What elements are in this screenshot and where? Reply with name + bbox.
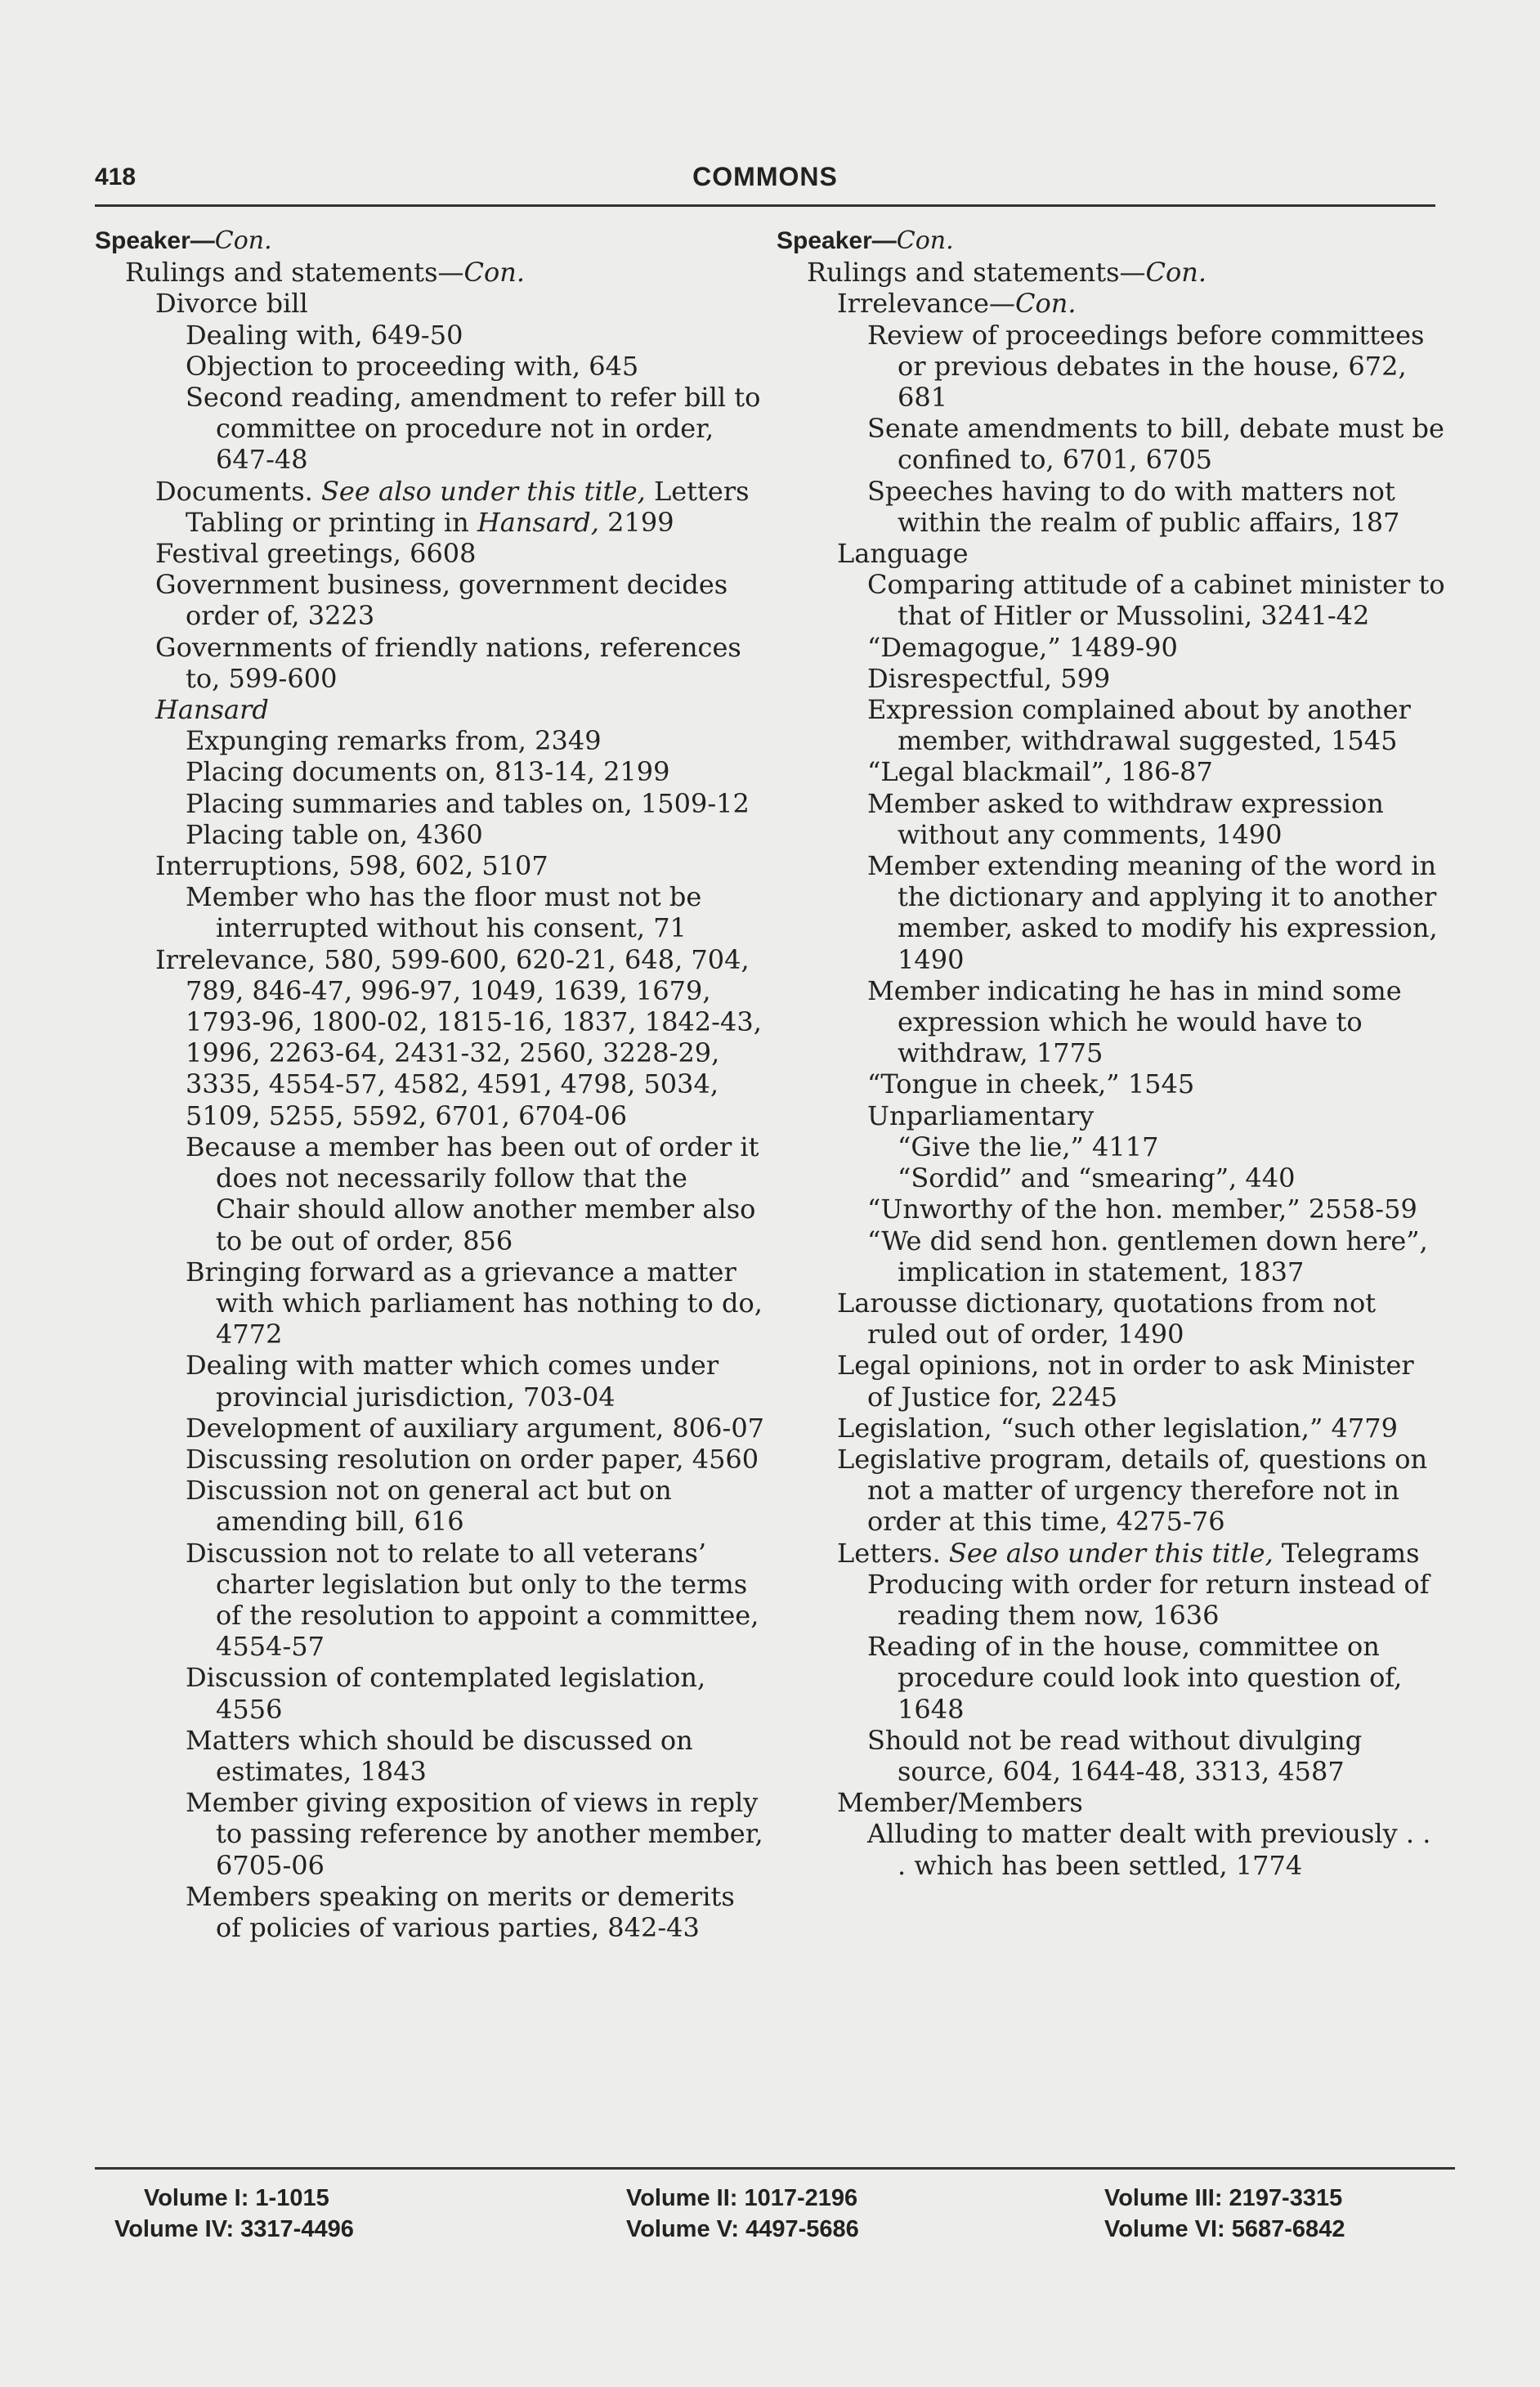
footer-column-1	[114, 2183, 354, 2245]
entry-text: Rulings and statements—	[807, 257, 1146, 289]
index-entry	[777, 1444, 1447, 1538]
entry-text: Irrelevance—	[837, 288, 1015, 320]
index-entry	[777, 257, 1447, 288]
index-entry	[95, 1475, 765, 1537]
entry-text: Dealing with matter which comes under provincial jurisdiction, 703-04	[186, 1350, 719, 1413]
entry-text: Member asked to withdraw expression without any comments, 1490	[867, 787, 1384, 850]
entry-text: Dealing with, 649-50	[186, 319, 463, 351]
index-entry	[777, 1288, 1447, 1350]
entry-text: Member indicating he has in mind some expression which he would have to withdraw, 1775	[867, 974, 1402, 1069]
index-entry	[95, 694, 765, 725]
index-entry	[95, 944, 765, 1131]
entry-text: Tabling or printing in	[186, 506, 477, 538]
italic-text: Con.	[214, 226, 272, 255]
entry-text: Members speaking on merits or demerits of policies of various parties, 842-43	[186, 1880, 735, 1943]
entry-text: Objection to proceeding with, 645	[186, 350, 639, 382]
index-entry	[95, 507, 765, 538]
index-entry	[777, 756, 1447, 787]
entry-text: Senate amendments to bill, debate must be confined to, 6701, 6705	[867, 413, 1444, 476]
index-entry	[95, 1413, 765, 1444]
entry-text: Letters.	[837, 1537, 949, 1569]
index-entry	[777, 1131, 1447, 1162]
page-header	[95, 160, 1435, 207]
index-entry	[777, 850, 1447, 975]
index-entry	[95, 1256, 765, 1350]
index-entry	[95, 1538, 765, 1663]
index-entry	[95, 569, 765, 631]
index-entry	[777, 1225, 1447, 1288]
entry-text: Discussion not to relate to all veterans’ charter legislation but only to the terms of the resolution to appoint a committee, 4554-57	[186, 1537, 759, 1663]
entry-text: Matters which should be discussed on estimates, 1843	[186, 1724, 693, 1787]
entry-text: 2199	[598, 506, 674, 538]
index-entry	[95, 881, 765, 943]
index-entry	[777, 1413, 1447, 1444]
index-heading	[95, 226, 765, 257]
entry-text: Should not be read without divulging source, 604, 1644-48, 3313, 4587	[867, 1724, 1363, 1787]
entry-text: Festival greetings, 6608	[155, 538, 477, 570]
italic-text: Hansard	[155, 694, 269, 726]
volume-range: Volume V: 4497-5686	[626, 2216, 859, 2242]
index-entry	[777, 1538, 1447, 1569]
entry-text: Review of proceedings before committees or previous debates in the house, 672, 681	[867, 319, 1425, 414]
entry-text: Discussion not on general act but on amending bill, 616	[186, 1475, 672, 1538]
entry-text: Member extending meaning of the word in the dictionary and applying it to another member, asked to modify his expression, 1490	[867, 850, 1438, 975]
entry-text: Producing with order for return instead of reading them now, 1636	[867, 1568, 1430, 1631]
entry-text: Speaker—	[777, 227, 897, 254]
index-entry	[777, 1162, 1447, 1194]
entry-text: Because a member has been out of order it does not necessarily follow that the Chair should allow another member also to be out of order, 856	[186, 1131, 759, 1256]
index-entry	[95, 1787, 765, 1881]
italic-text: Con.	[1014, 288, 1077, 320]
entry-text: Development of auxiliary argument, 806-07	[186, 1412, 765, 1444]
entry-text: “Legal blackmail”, 186-87	[867, 756, 1213, 788]
index-entry	[95, 756, 765, 787]
index-entry	[777, 1194, 1447, 1225]
running-title: COMMONS	[692, 162, 838, 191]
index-entry	[777, 320, 1447, 414]
index-entry	[777, 632, 1447, 663]
index-entry	[777, 1631, 1447, 1725]
index-entry	[777, 1100, 1447, 1131]
footer-rule	[95, 2167, 1455, 2170]
entry-text: Rulings and statements—	[125, 257, 464, 289]
entry-text: Unparliamentary	[867, 1099, 1095, 1131]
entry-text: Letters	[645, 475, 750, 507]
entry-text: Alluding to matter dealt with previously . . . which has been settled, 1774	[867, 1818, 1431, 1881]
index-entry	[777, 694, 1447, 756]
index-entry	[95, 1725, 765, 1787]
entry-text: Disrespectful, 599	[867, 662, 1111, 694]
index-entry	[95, 538, 765, 569]
index-entry	[777, 1787, 1447, 1818]
italic-text: Con.	[1145, 257, 1207, 289]
index-entry	[95, 320, 765, 351]
index-column-left	[95, 226, 765, 1943]
volume-range: Volume I: 1-1015	[144, 2185, 329, 2211]
entry-text: Placing documents on, 813-14, 2199	[186, 756, 670, 788]
entry-text: Placing summaries and tables on, 1509-12	[186, 787, 750, 819]
index-entry	[777, 663, 1447, 694]
volume-range: Volume IV: 3317-4496	[114, 2216, 354, 2242]
entry-text: Legislation, “such other legislation,” 4779	[837, 1412, 1398, 1444]
index-entry	[95, 1444, 765, 1475]
index-entry	[95, 257, 765, 288]
index-entry	[777, 476, 1447, 538]
entry-text: Discussing resolution on order paper, 4560	[186, 1443, 759, 1475]
index-entry	[95, 1131, 765, 1256]
entry-text: Second reading, amendment to refer bill to committee on procedure not in order, 647-48	[186, 382, 761, 476]
entry-text: “Demagogue,” 1489-90	[867, 631, 1178, 663]
volume-range: Volume III: 2197-3315	[1104, 2185, 1343, 2211]
entry-text: Member giving exposition of views in reply to passing reference by another member, 6705-06	[186, 1787, 763, 1881]
index-heading	[777, 226, 1447, 257]
entry-text: Comparing attitude of a cabinet minister to that of Hitler or Mussolini, 3241-42	[867, 569, 1445, 632]
entry-text: Telegrams	[1273, 1537, 1420, 1569]
index-entry	[95, 819, 765, 850]
volume-range: Volume II: 1017-2196	[626, 2185, 858, 2211]
index-entry	[777, 413, 1447, 475]
index-entry	[777, 538, 1447, 569]
index-entry	[777, 1569, 1447, 1631]
entry-text: “Sordid” and “smearing”, 440	[898, 1162, 1296, 1194]
index-entry	[95, 288, 765, 319]
entry-text: Discussion of contemplated legislation, 4556	[186, 1662, 706, 1725]
index-entry	[95, 1350, 765, 1412]
entry-text: Bringing forward as a grievance a matter with which parliament has nothing to do, 4772	[186, 1256, 763, 1350]
index-entry	[777, 1350, 1447, 1412]
entry-text: Expression complained about by another member, withdrawal suggested, 1545	[867, 694, 1411, 757]
italic-text: Con.	[896, 226, 954, 255]
index-entry	[777, 1068, 1447, 1099]
entry-text: Reading of in the house, committee on procedure could look into question of, 1648	[867, 1631, 1403, 1725]
entry-text: Interruptions, 598, 602, 5107	[155, 850, 548, 882]
index-column-right	[777, 226, 1447, 1881]
entry-text: Irrelevance, 580, 599-600, 620-21, 648, 704, 789, 846-47, 996-97, 1049, 1639, 1679, 1793-96, 1800-02, 1815-16, 1837, 1842-43, 1996, 2263-64, 2431-32, 2560, 3228-29, 3335, 4554-57, 4582, 4591, 4798, 5034, 5109, 5255, 5592, 6701, 6704-06	[155, 943, 762, 1131]
footer-column-3	[1104, 2183, 1345, 2245]
index-entry	[777, 788, 1447, 850]
italic-text: See also under this title,	[320, 475, 646, 507]
entry-text: “We did send hon. gentlemen down here”, implication in statement, 1837	[867, 1225, 1428, 1288]
entry-text: Speeches having to do with matters not within the realm of public affairs, 187	[867, 475, 1400, 538]
entry-text: Member who has the floor must not be interrupted without his consent, 71	[186, 881, 702, 944]
index-entry	[777, 288, 1447, 319]
index-entry	[777, 975, 1447, 1069]
entry-text: Placing table on, 4360	[186, 818, 483, 850]
entry-text: Government business, government decides order of, 3223	[155, 569, 728, 632]
volume-range: Volume VI: 5687-6842	[1104, 2216, 1345, 2242]
entry-text: Documents.	[155, 475, 321, 507]
italic-text: Con.	[463, 257, 526, 289]
index-entry	[95, 351, 765, 382]
entry-text: Larousse dictionary, quotations from not ruled out of order, 1490	[837, 1287, 1377, 1350]
entry-text: “Unworthy of the hon. member,” 2558-59	[867, 1194, 1417, 1225]
entry-text: Divorce bill	[155, 288, 308, 320]
entry-text: Member/Members	[837, 1787, 1083, 1819]
index-entry	[777, 1725, 1447, 1787]
entry-text: Speaker—	[95, 227, 215, 254]
page-number: 418	[95, 163, 137, 190]
entry-text: Legal opinions, not in order to ask Minister of Justice for, 2245	[837, 1350, 1414, 1413]
index-entry	[95, 382, 765, 476]
index-entry	[95, 1881, 765, 1943]
index-entry	[777, 1818, 1447, 1880]
index-entry	[95, 788, 765, 819]
italic-text: Hansard,	[477, 506, 599, 538]
entry-text: Expunging remarks from, 2349	[186, 725, 602, 757]
index-entry	[95, 632, 765, 694]
entry-text: “Give the lie,” 4117	[898, 1131, 1159, 1162]
italic-text: See also under this title,	[948, 1537, 1274, 1569]
index-entry	[95, 850, 765, 881]
index-entry	[95, 1662, 765, 1724]
entry-text: Governments of friendly nations, references to, 599-600	[155, 631, 741, 694]
entry-text: Legislative program, details of, questions on not a matter of urgency therefore not in order at this time, 4275-76	[837, 1443, 1428, 1538]
entry-text: Language	[837, 538, 969, 570]
footer-column-2	[626, 2183, 859, 2245]
index-entry	[95, 725, 765, 756]
index-entry	[95, 476, 765, 507]
entry-text: “Tongue in cheek,” 1545	[867, 1068, 1195, 1100]
index-entry	[777, 569, 1447, 631]
